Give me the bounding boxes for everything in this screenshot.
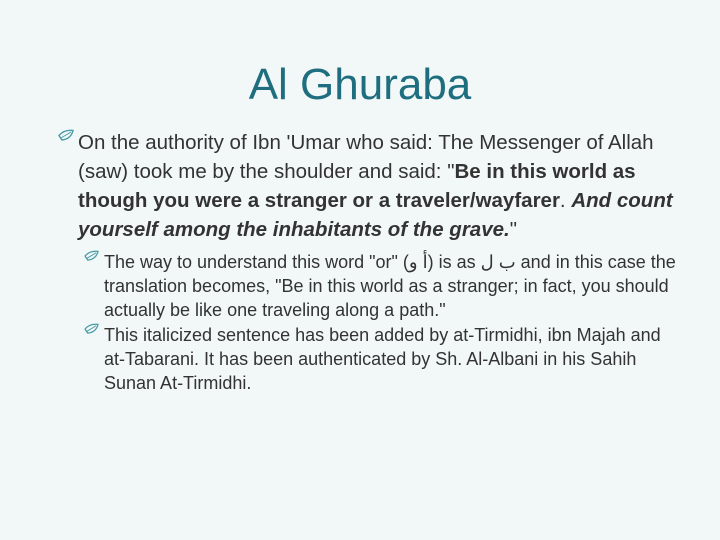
sub1-text-b: ) is as	[427, 252, 481, 272]
bullet-sub-1	[82, 250, 678, 323]
bullet-main-text: On the authority of Ibn 'Umar who said: The Messenger of Allah (saw) took me by the shoulder and said: "	[78, 131, 654, 183]
hadith-end-quote: "	[509, 218, 517, 241]
bullet-main	[58, 128, 678, 244]
hadith-bold-italic-text: And count yourself among the inhabitants of the grave.	[78, 189, 673, 241]
arabic-letters-bl: ب ل	[480, 252, 516, 272]
leaf-bullet-icon	[58, 129, 75, 142]
slide-title: Al Ghuraba	[248, 60, 472, 109]
sub2-text: This italicized sentence has been added by at-Tirmidhi, ibn Majah and at-Tabarani. It has been authenticated by Sh. Al-Albani in his Sahih Sunan At-Tirmidhi.	[104, 324, 661, 394]
arabic-word-aw: أ و	[408, 252, 428, 272]
bullet-list	[58, 128, 678, 395]
hadith-bold-text: Be in this world as though you were a stranger or a traveler/wayfarer	[78, 160, 636, 212]
sub1-text-c: and in this case the translation becomes, "Be in this world as a stranger; in fact, you should actually be like one traveling along a path."	[104, 252, 676, 321]
leaf-bullet-icon	[84, 323, 100, 335]
hadith-period: .	[559, 189, 572, 212]
sub-bullet-list	[58, 250, 678, 395]
bullet-sub-2	[82, 323, 678, 396]
sub1-text-a: The way to understand this word "or" (	[104, 252, 409, 272]
leaf-bullet-icon	[84, 250, 100, 262]
